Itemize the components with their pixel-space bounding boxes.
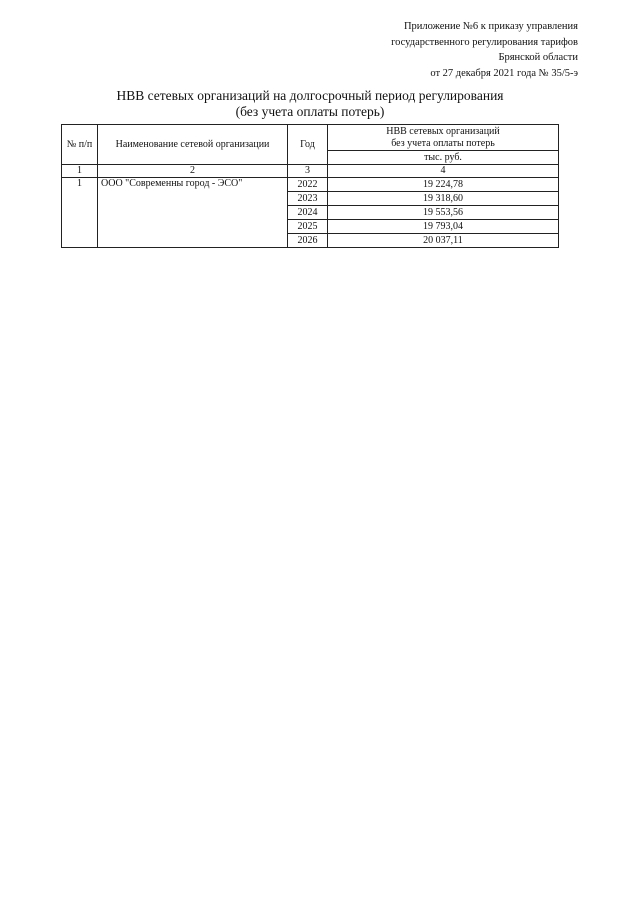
appendix-line: государственного регулирования тарифов xyxy=(391,36,578,48)
appendix-line: Брянской области xyxy=(498,52,578,63)
nvv-table xyxy=(61,124,559,248)
header-nvv xyxy=(328,125,559,151)
org-name: ООО "Современны город - ЭСО" xyxy=(98,178,288,248)
row-year: 2022 xyxy=(288,178,328,192)
column-number: 4 xyxy=(328,165,559,178)
document-title xyxy=(60,88,560,120)
row-year: 2024 xyxy=(288,206,328,220)
column-number-row xyxy=(62,165,559,178)
row-value: 19 224,78 xyxy=(328,178,559,192)
header-num: № п/п xyxy=(62,125,98,165)
column-number: 3 xyxy=(288,165,328,178)
row-value: 20 037,11 xyxy=(328,234,559,248)
row-year: 2026 xyxy=(288,234,328,248)
appendix-line: Приложение №6 к приказу управления xyxy=(403,21,578,32)
header-name: Наименование сетевой организации xyxy=(98,125,288,165)
column-number: 1 xyxy=(62,165,98,178)
org-num: 1 xyxy=(62,178,98,248)
header-nvv-line1: НВВ сетевых организаций xyxy=(386,125,500,137)
row-value: 19 793,04 xyxy=(328,220,559,234)
header-nvv-line2: без учета оплаты потерь xyxy=(391,137,495,149)
appendix-line: от 27 декабря 2021 года № 35/5-э xyxy=(430,67,578,79)
row-value: 19 553,56 xyxy=(328,206,559,220)
table-row xyxy=(62,178,559,192)
title-line-2: (без учета оплаты потерь) xyxy=(235,104,385,119)
header-year: Год xyxy=(288,125,328,165)
column-number: 2 xyxy=(98,165,288,178)
row-year: 2025 xyxy=(288,220,328,234)
title-line-1: НВВ сетевых организаций на долгосрочный период регулирования xyxy=(116,88,504,103)
header-row xyxy=(62,125,559,151)
header-unit: тыс. руб. xyxy=(328,151,559,165)
row-value: 19 318,60 xyxy=(328,192,559,206)
row-year: 2023 xyxy=(288,192,328,206)
appendix-header xyxy=(391,19,578,81)
